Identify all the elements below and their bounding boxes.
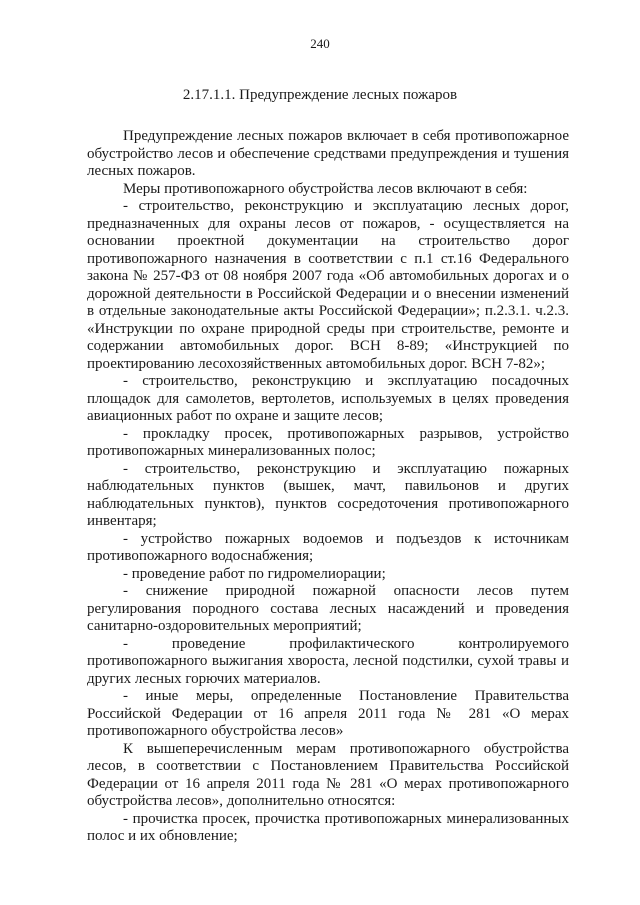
list-item: - снижение природной пожарной опасности лесов путем регулирования породного состава лесных насаждений и проведения санитарно-оздоровительных мероприятий;: [87, 583, 569, 634]
list-item: - строительство, реконструкцию и эксплуатацию лесных дорог, предназначенных для охраны лесов от пожаров, - осуществляется на основании проектной документации на строительство дорог противопожарного назначения в соответствии с п.1 ст.16 Федерального закона № 257-ФЗ от 08 ноября 2007 года «Об автомобильных дорогах и о дорожной деятельности в Российской Федерации и о внесении изменений в отдельные законодательные акты Российской Федерации»; п.2.3.1. ч.2.3. «Инструкции по охране природной среды при строительстве, ремонте и содержании автомобильных дорог. ВСН 8-89; «Инструкцией по проектированию лесохозяйственных автомобильных дорог. ВСН 7-82»;: [87, 198, 569, 372]
list-item: - строительство, реконструкцию и эксплуатацию посадочных площадок для самолетов, вертолетов, используемых в целях проведения авиационных работ по охране и защите лесов;: [87, 373, 569, 424]
list-item: - проведение работ по гидромелиорации;: [123, 565, 386, 582]
body-text: [87, 128, 569, 846]
list-item: - проведение профилактического контролируемого противопожарного выжигания хвороста, лесной подстилки, сухой травы и других лесных горючих материалов.: [87, 635, 569, 687]
list-item: - прочистка просек, прочистка противопожарных минерализованных полос и их обновление;: [87, 810, 569, 844]
list-item: - строительство, реконструкцию и эксплуатацию пожарных наблюдательных пунктов (вышек, мачт, павильонов и других наблюдательных пунктов), пунктов сосредоточения противопожарного инвентаря;: [87, 460, 569, 529]
page-number: 240: [310, 36, 330, 51]
paragraph: Меры противопожарного обустройства лесов включают в себя:: [123, 180, 528, 197]
list-item: - иные меры, определенные Постановление Правительства Российской Федерации от 16 апреля 2011 года № 281 «О мерах противопожарного обустройства лесов»: [87, 688, 569, 739]
paragraph: К вышеперечисленным мерам противопожарного обустройства лесов, в соответствии с Постановлением Правительства Российской Федерации от 16 апреля 2011 года № 281 «О мерах противопожарного обустройства лесов», дополнительно относятся:: [87, 740, 569, 809]
paragraph: Предупреждение лесных пожаров включает в себя противопожарное обустройство лесов и обеспечение средствами предупреждения и тушения лесных пожаров.: [87, 128, 569, 179]
section-title: 2.17.1.1. Предупреждение лесных пожаров: [182, 87, 458, 103]
list-item: - устройство пожарных водоемов и подъездов к источникам противопожарного водоснабжения;: [87, 530, 569, 564]
list-item: - прокладку просек, противопожарных разрывов, устройство противопожарных минерализованных полос;: [87, 425, 569, 459]
